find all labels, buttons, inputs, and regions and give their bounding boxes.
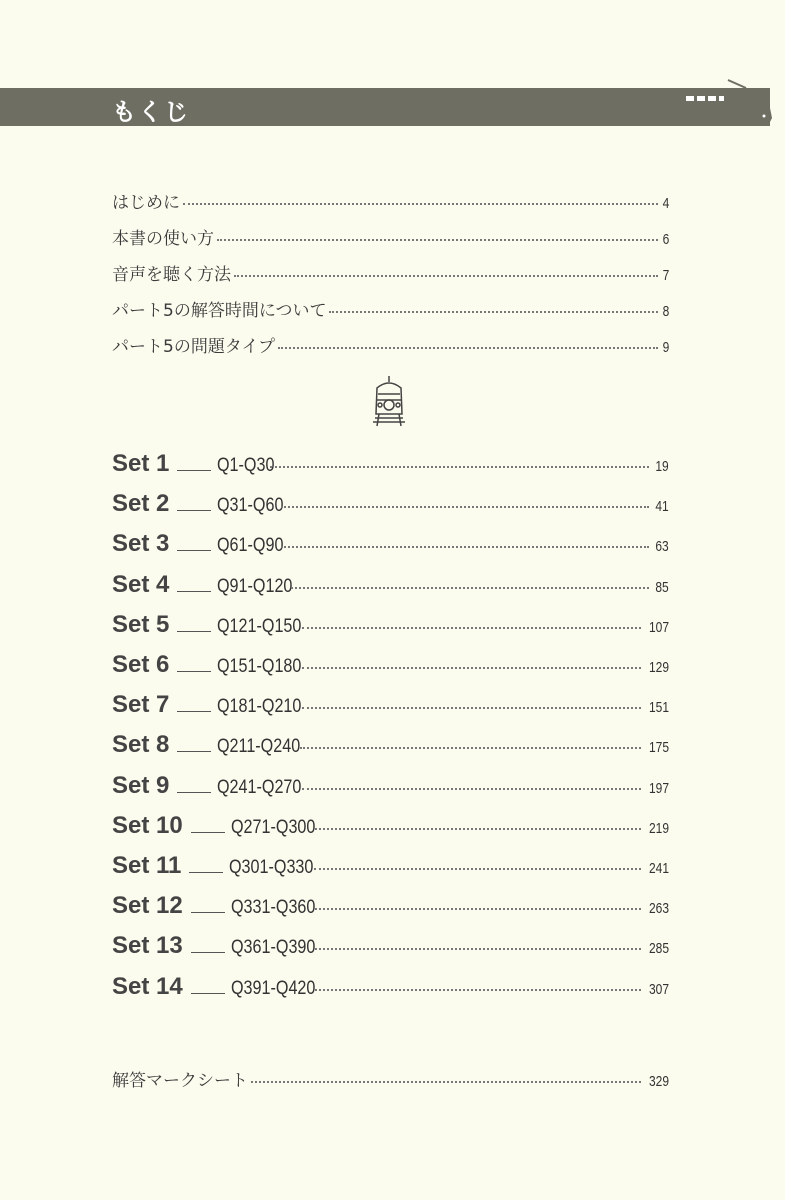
entry-page: 85 xyxy=(655,578,669,596)
toc-entry-set[interactable] xyxy=(112,691,669,719)
dot-leader xyxy=(315,828,641,830)
toc-entry-set[interactable] xyxy=(112,530,669,558)
entry-label: 解答マークシート xyxy=(112,1071,248,1091)
toc-entry-set[interactable] xyxy=(112,611,669,639)
set-name: Set 13 xyxy=(112,932,183,960)
toc-entry[interactable] xyxy=(112,332,669,357)
dot-leader xyxy=(183,203,658,205)
toc-entry-set[interactable] xyxy=(112,932,669,960)
dot-leader xyxy=(315,948,641,950)
question-range: Q121-Q150 xyxy=(217,615,302,637)
set-name: Set 7 xyxy=(112,691,170,719)
dot-leader xyxy=(251,1081,641,1083)
dot-leader xyxy=(278,347,658,349)
set-name: Set 12 xyxy=(112,892,183,920)
entry-page: 107 xyxy=(648,618,669,636)
entry-page: 285 xyxy=(648,940,669,958)
entry-label: 音声を聴く方法 xyxy=(112,265,231,285)
entry-page: 175 xyxy=(648,739,669,757)
question-range: Q151-Q180 xyxy=(217,656,302,677)
entry-page: 7 xyxy=(662,267,669,284)
entry-page: 151 xyxy=(648,699,669,717)
toc-entry[interactable] xyxy=(112,260,669,285)
dot-leader xyxy=(300,747,641,749)
dot-leader xyxy=(270,466,649,468)
dot-leader xyxy=(314,868,641,870)
question-range: Q181-Q210 xyxy=(217,696,302,718)
dot-leader xyxy=(302,667,641,669)
dash-divider xyxy=(177,550,211,551)
set-name: Set 14 xyxy=(112,972,183,1000)
dash-divider xyxy=(177,711,211,712)
page-title: もくじ xyxy=(112,98,190,126)
dot-leader xyxy=(302,707,641,709)
question-range: Q331-Q360 xyxy=(230,897,316,919)
entry-page: 197 xyxy=(648,779,669,797)
entry-page: 9 xyxy=(662,339,669,356)
toc-entry-set[interactable] xyxy=(112,812,669,840)
dot-leader xyxy=(302,627,641,629)
entry-page: 263 xyxy=(648,900,669,918)
entry-page: 4 xyxy=(662,195,669,212)
set-name: Set 2 xyxy=(112,490,170,518)
entry-label: パート5の問題タイプ xyxy=(112,337,275,357)
toc-entry-set[interactable] xyxy=(112,450,669,478)
entry-page: 329 xyxy=(648,1073,669,1090)
question-range: Q391-Q420 xyxy=(230,977,316,999)
dash-divider xyxy=(177,751,211,752)
dot-leader xyxy=(281,506,650,508)
train-front-icon xyxy=(372,374,406,428)
dash-divider xyxy=(177,510,211,511)
train-nose-icon xyxy=(680,78,780,130)
entry-page: 241 xyxy=(648,860,669,877)
toc-entry-set[interactable] xyxy=(112,490,669,518)
dot-leader xyxy=(217,239,658,241)
toc-entry-set[interactable] xyxy=(112,892,669,920)
entry-label: パート5の解答時間について xyxy=(112,301,327,321)
toc-entry-set[interactable] xyxy=(112,772,669,800)
dot-leader xyxy=(281,546,650,548)
dot-leader xyxy=(302,788,641,790)
dot-leader xyxy=(315,989,641,991)
question-range: Q211-Q240 xyxy=(217,736,301,758)
toc-entry-set[interactable] xyxy=(112,651,669,679)
entry-page: 19 xyxy=(655,458,669,475)
set-name: Set 3 xyxy=(112,530,170,558)
set-name: Set 1 xyxy=(112,450,170,477)
dash-divider xyxy=(191,952,225,953)
entry-label: 本書の使い方 xyxy=(112,229,214,249)
toc-entry-answer-sheet[interactable] xyxy=(112,1066,669,1091)
entry-page: 307 xyxy=(648,980,669,998)
entry-page: 6 xyxy=(662,231,669,248)
dash-divider xyxy=(191,832,225,833)
question-range: Q241-Q270 xyxy=(217,776,302,798)
set-name: Set 9 xyxy=(112,771,170,799)
toc-entry-set[interactable] xyxy=(112,973,669,1001)
entry-page: 8 xyxy=(662,303,669,320)
dot-leader xyxy=(315,908,641,910)
entry-page: 219 xyxy=(648,819,669,837)
dash-divider xyxy=(177,671,211,672)
toc-entry[interactable] xyxy=(112,188,669,213)
set-name: Set 4 xyxy=(112,570,170,598)
toc-entry-set[interactable] xyxy=(112,852,669,880)
question-range: Q61-Q90 xyxy=(217,535,284,557)
entry-page: 129 xyxy=(648,659,669,676)
toc-entry[interactable] xyxy=(112,296,669,321)
dash-divider xyxy=(177,591,211,592)
toc-entry[interactable] xyxy=(112,224,669,249)
dot-leader xyxy=(291,587,649,589)
dash-divider xyxy=(191,912,225,913)
dash-divider xyxy=(189,872,223,873)
dash-divider xyxy=(177,792,211,793)
set-name: Set 11 xyxy=(112,852,182,879)
set-name: Set 8 xyxy=(112,731,170,759)
question-range: Q91-Q120 xyxy=(217,575,293,597)
dot-leader xyxy=(234,275,658,277)
dash-divider xyxy=(177,631,211,632)
dot-leader xyxy=(329,311,657,313)
toc-entry-set[interactable] xyxy=(112,571,669,599)
question-range: Q361-Q390 xyxy=(230,937,316,959)
entry-page: 41 xyxy=(655,498,669,516)
toc-entry-set[interactable] xyxy=(112,731,669,759)
dash-divider xyxy=(177,470,211,471)
entry-label: はじめに xyxy=(112,193,180,213)
question-range: Q271-Q300 xyxy=(230,816,316,838)
set-name: Set 5 xyxy=(112,610,170,638)
question-range: Q301-Q330 xyxy=(229,857,314,878)
entry-page: 63 xyxy=(655,538,669,556)
question-range: Q31-Q60 xyxy=(217,495,284,517)
set-name: Set 6 xyxy=(112,651,170,678)
set-name: Set 10 xyxy=(112,811,183,839)
question-range: Q1-Q30 xyxy=(217,455,275,476)
dash-divider xyxy=(191,993,225,994)
